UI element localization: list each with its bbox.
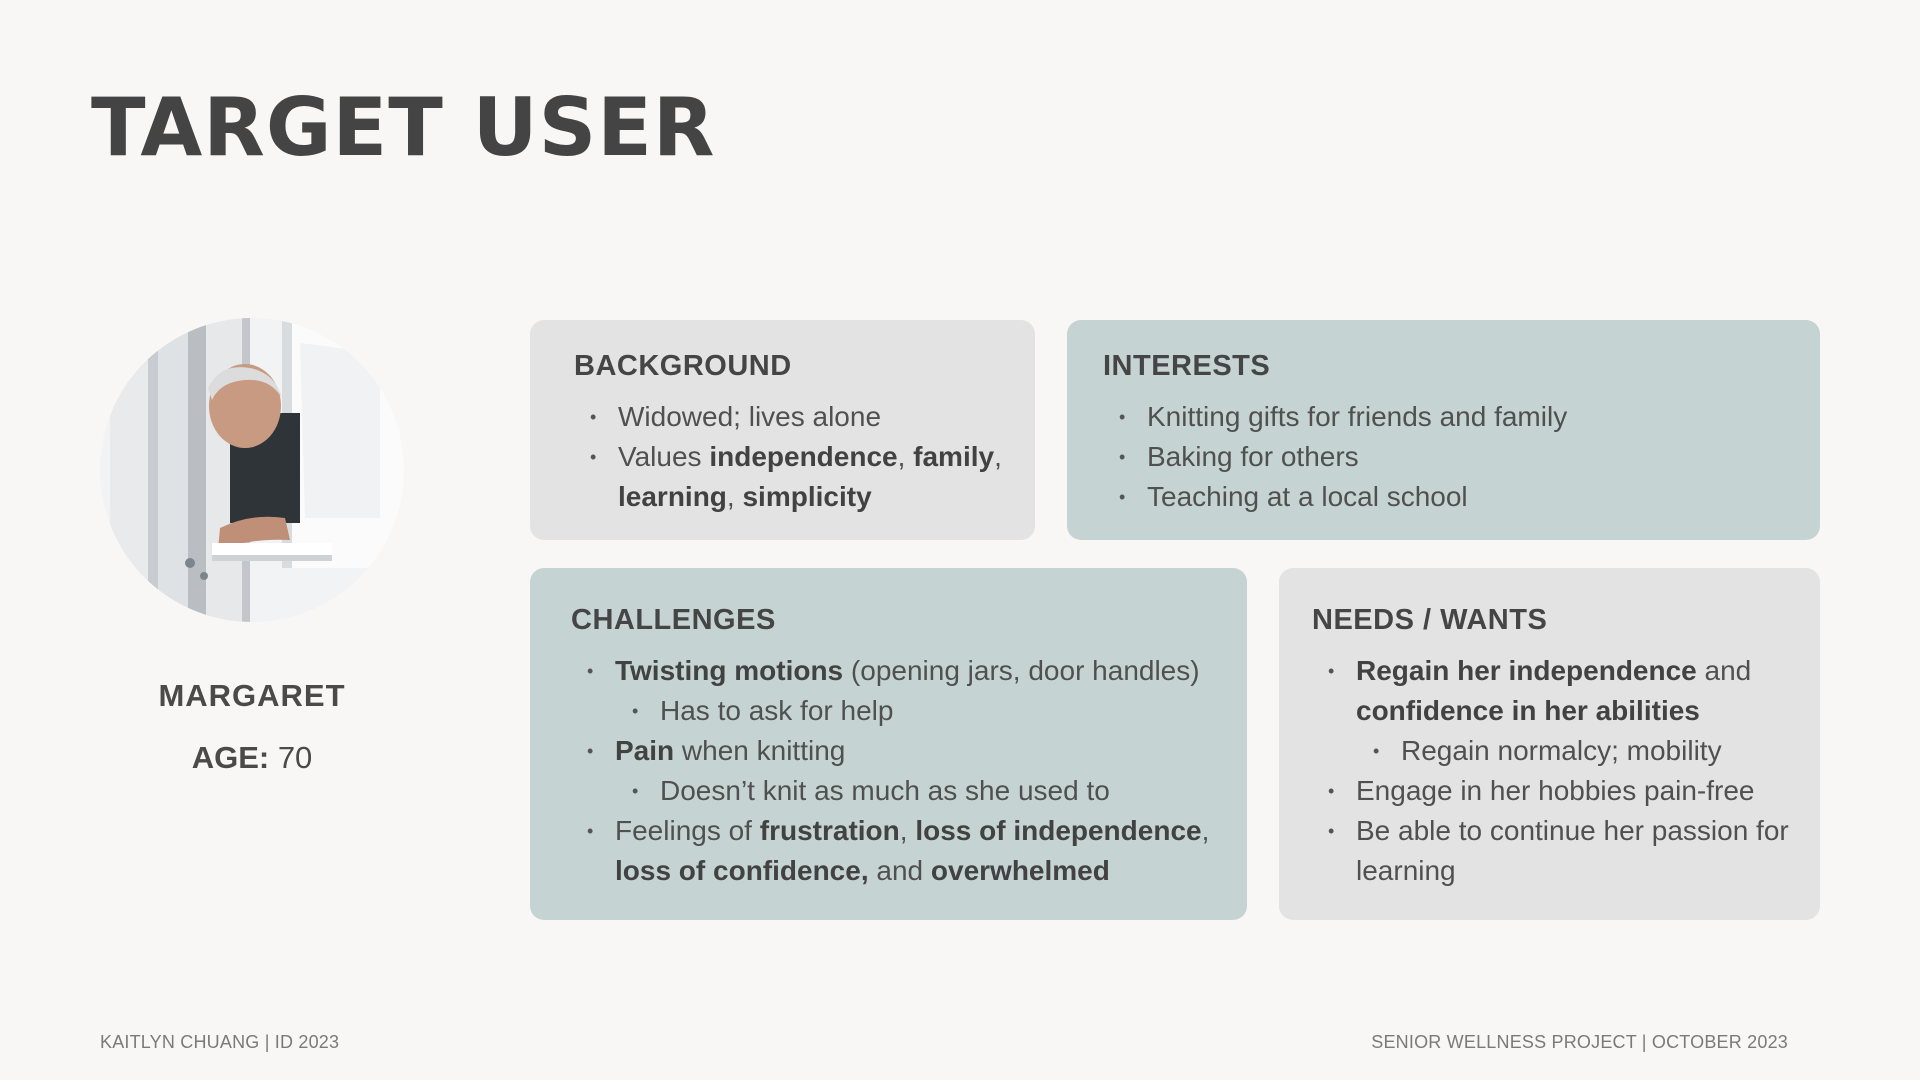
item-text: Values <box>618 441 710 472</box>
item-text: when knitting <box>674 735 846 766</box>
footer-author: KAITLYN CHUANG | ID 2023 <box>100 1032 340 1052</box>
emphasis-text: overwhelmed <box>930 855 1110 886</box>
emphasis-text: Pain <box>615 735 675 766</box>
background-card <box>530 320 1035 540</box>
emphasis-text: family <box>913 441 995 472</box>
sub-list-item <box>571 691 1247 731</box>
list-item <box>574 437 1035 517</box>
list-item <box>1103 397 1820 437</box>
item-text: , <box>1201 815 1210 846</box>
item-text: Engage in her hobbies pain-free <box>1356 775 1755 806</box>
needs-heading: NEEDS / WANTS <box>1312 604 1548 636</box>
needs-card <box>1279 568 1820 920</box>
item-text: , <box>994 441 1002 472</box>
emphasis-text: independence <box>709 441 898 472</box>
page-title: TARGET USER <box>91 81 716 174</box>
list-item <box>571 731 1247 771</box>
emphasis-text: confidence in her abilities <box>1356 695 1700 726</box>
list-item <box>571 651 1247 691</box>
item-text: , <box>897 441 914 472</box>
persona-age <box>100 740 404 776</box>
emphasis-text: Regain her independence <box>1356 655 1697 686</box>
list-item <box>1312 811 1820 891</box>
emphasis-text: Twisting motions <box>615 655 844 686</box>
item-text: Has to ask for help <box>660 695 894 726</box>
background-heading: BACKGROUND <box>574 350 792 382</box>
list-item <box>571 811 1247 891</box>
item-text: Regain normalcy; mobility <box>1401 735 1722 766</box>
item-text: Be able to continue her passion for learning <box>1356 815 1789 886</box>
list-item <box>1103 437 1820 477</box>
emphasis-text: learning <box>618 481 727 512</box>
emphasis-text: frustration <box>759 815 900 846</box>
background-list <box>574 397 1035 517</box>
item-text: and <box>1696 655 1752 686</box>
list-item <box>1312 651 1820 731</box>
emphasis-text: loss of confidence, <box>615 855 869 886</box>
challenges-list <box>571 651 1247 891</box>
item-text: and <box>868 855 931 886</box>
interests-list <box>1103 397 1820 517</box>
interests-card <box>1067 320 1820 540</box>
item-text: , <box>726 481 743 512</box>
sub-list-item <box>1312 731 1820 771</box>
list-item <box>1312 771 1820 811</box>
age-value: 70 <box>277 740 313 775</box>
item-text: Doesn’t knit as much as she used to <box>660 775 1110 806</box>
list-item <box>574 397 1035 437</box>
persona-photo <box>100 318 404 622</box>
item-text: Teaching at a local school <box>1147 481 1468 512</box>
challenges-heading: CHALLENGES <box>571 604 776 636</box>
list-item <box>1103 477 1820 517</box>
interests-heading: INTERESTS <box>1103 350 1271 382</box>
emphasis-text: simplicity <box>742 481 872 512</box>
item-text: Baking for others <box>1147 441 1359 472</box>
emphasis-text: loss of independence <box>915 815 1202 846</box>
item-text: Feelings of <box>615 815 760 846</box>
challenges-card <box>530 568 1247 920</box>
age-label: AGE: <box>191 740 270 775</box>
sub-list-item <box>571 771 1247 811</box>
item-text: (opening jars, door handles) <box>843 655 1200 686</box>
needs-list <box>1312 651 1820 891</box>
item-text: , <box>899 815 916 846</box>
persona-name: MARGARET <box>158 678 346 713</box>
footer-project: SENIOR WELLNESS PROJECT | OCTOBER 2023 <box>1371 1032 1788 1052</box>
item-text: Widowed; lives alone <box>618 401 882 432</box>
item-text: Knitting gifts for friends and family <box>1147 401 1568 432</box>
